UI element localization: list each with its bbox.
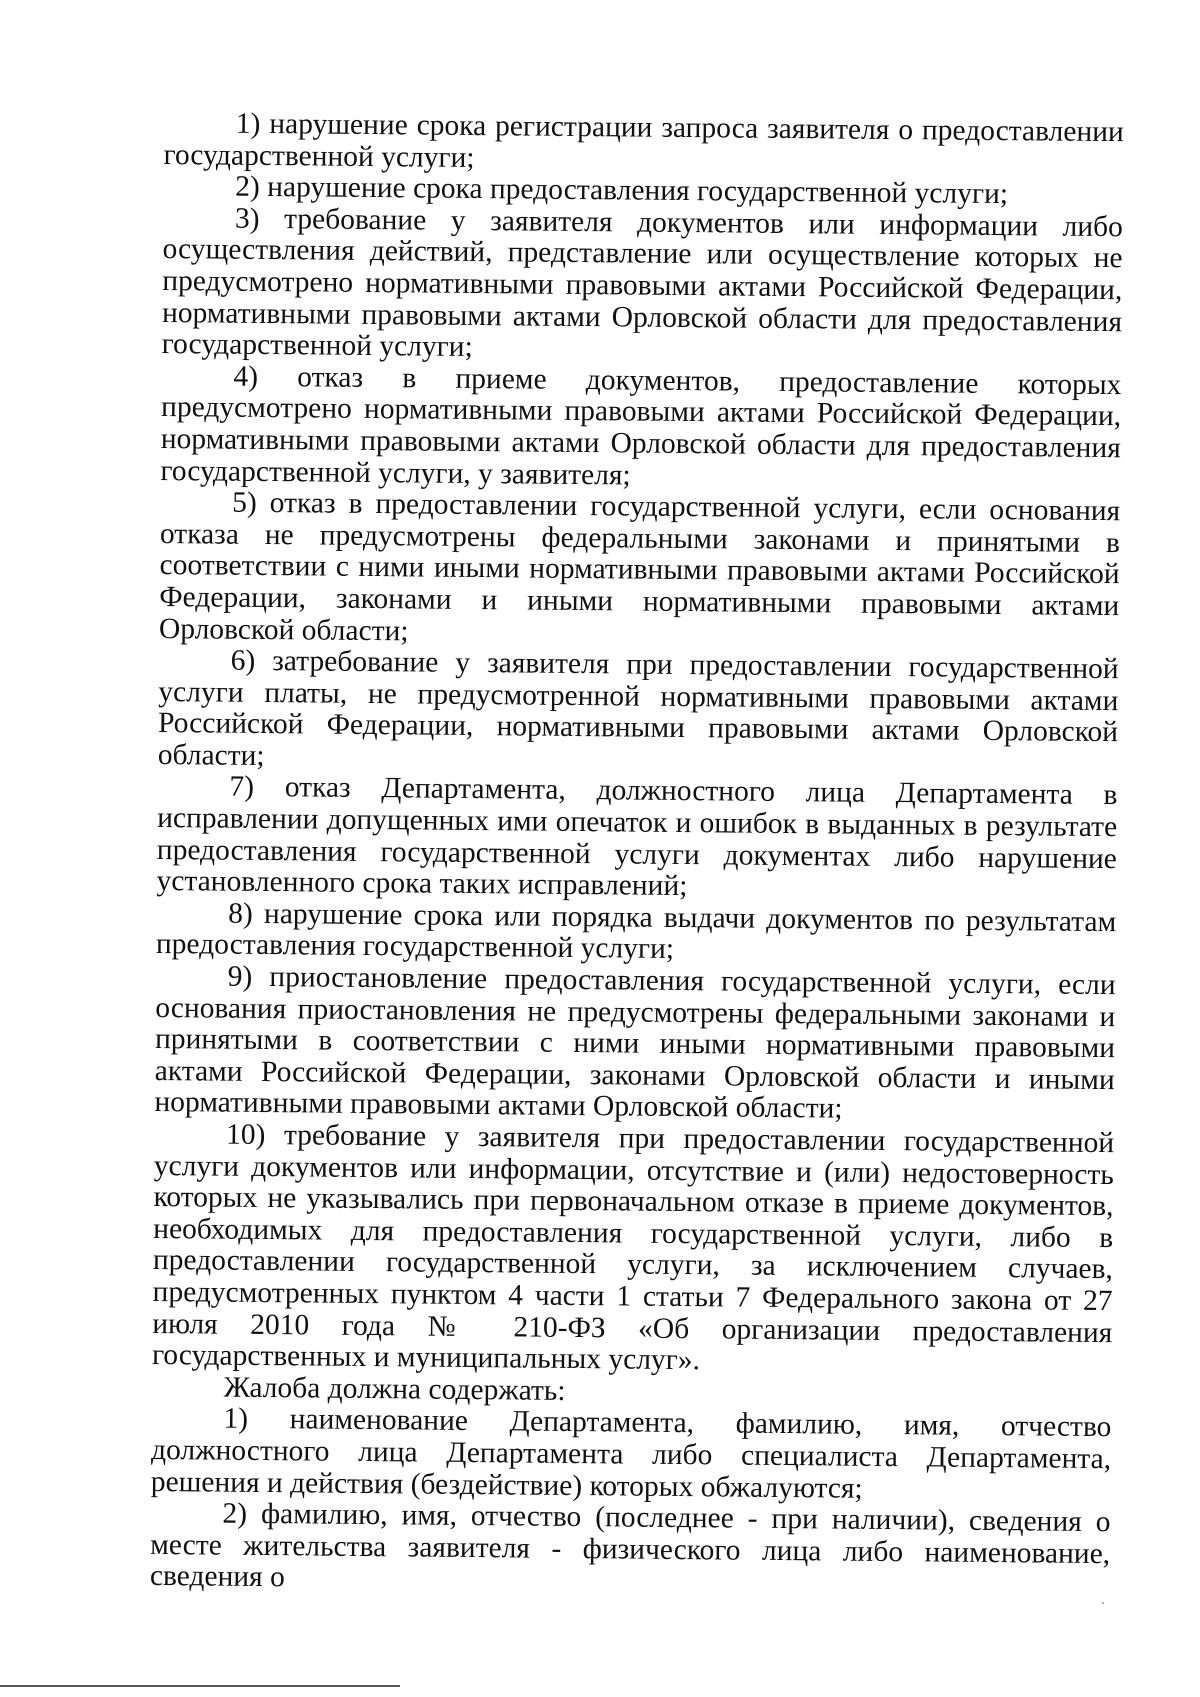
- list-item: 2) фамилию, имя, отчество (последнее - при наличии), сведения о месте жительства заявителя - физического лица либо наименование, сведения о: [149, 1497, 1111, 1594]
- scan-edge-line: [0, 1685, 400, 1687]
- scan-speck: [1102, 1602, 1104, 1604]
- list-item: 2) нарушение срока предоставления государственной услуги;: [235, 170, 1009, 211]
- list-item: 9) приостановление предоставления государственной услуги, если основания приостановления не предусмотрены федеральными законами и принятыми в соответствии с ними иными нормативными правовыми актами Российской Федерации, законами Орловской области и иными нормативными правовыми актами Орловской области;: [154, 960, 1116, 1125]
- list-item: 4) отказ в приеме документов, предоставление которых предусмотрено нормативными правовыми актами Российской Федерации, нормативными правовыми актами Орловской области для предоставления государственной услуги, у заявителя;: [160, 360, 1122, 492]
- complaint-requirements-heading: Жалоба должна содержать:: [223, 1371, 566, 1407]
- list-item: 1) наименование Департамента, фамилию, имя, отчество должностного лица Департамента либо специалиста Департамента, решения и действия (бездействие) которых обжалуются;: [150, 1402, 1112, 1505]
- list-item: 1) нарушение срока регистрации запроса заявителя о предоставлении государственной услуги;: [163, 107, 1124, 174]
- list-item: 10) требование у заявителя при предоставлении государственной услуги документов или информации, отсутствие и (или) недостоверность которых не указывались при первоначальном отказе в приеме документов, необходимых для предоставления государственной услуги, либо в предоставлении государственной услуги, за исключением случаев, предусмотренных пунктом 4 части 1 статьи 7 Федерального закона от 27 июля 2010 года № 210-ФЗ «Об организации предоставления государственных и муниципальных услуг».: [151, 1118, 1115, 1377]
- list-item: 5) отказ в предоставлении государственной услуги, если основания отказа не предусмотрены федеральными законами и принятыми в соответствии с ними иными нормативными правовыми актами Российской Федерации, законами и иными нормативными правовыми актами Орловской области;: [158, 486, 1121, 647]
- list-item: 3) требование у заявителя документов или информации либо осуществления действий, представление или осуществление которых не предусмотрено нормативными правовыми актами Российской Федерации, нормативными правовыми актами Орловской области для предоставления государственной услуги;: [161, 202, 1124, 364]
- document-body: [150, 108, 1124, 1602]
- list-item: 7) отказ Департамента, должностного лица Департамента в исправлении допущенных ими опечаток и ошибок в выданных в результате предоставления государственной услуги документах либо нарушение установленного срока таких исправлений;: [156, 771, 1118, 903]
- list-item: 8) нарушение срока или порядка выдачи документов по результатам предоставления государственной услуги;: [155, 897, 1117, 966]
- list-item: 6) затребование у заявителя при предоставлении государственной услуги платы, не предусмотренной нормативными правовыми актами Российской Федерации, нормативными правовыми актами Орловской области;: [157, 644, 1119, 772]
